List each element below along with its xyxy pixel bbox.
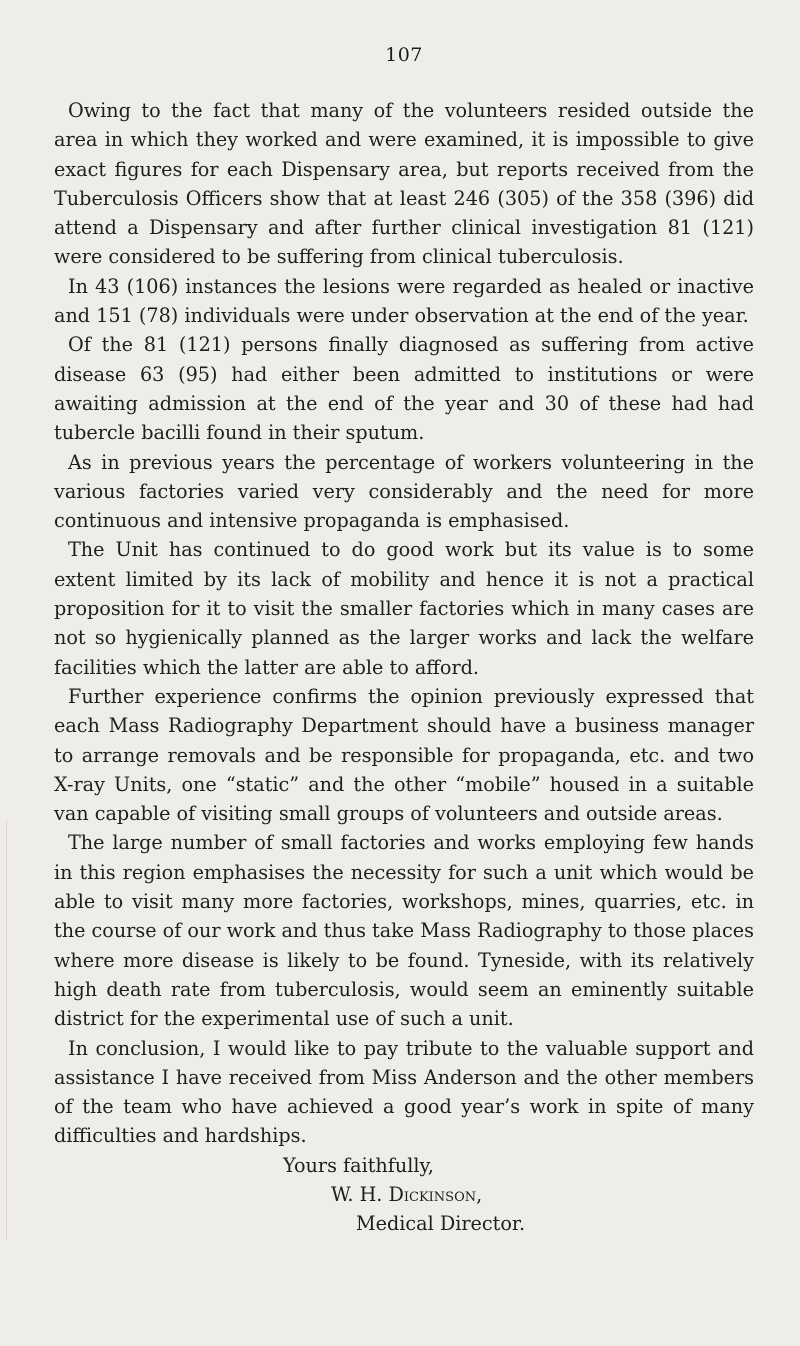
- signature-block: [54, 1151, 754, 1239]
- paragraph-volunteering-percentage: As in previous years the percentage of workers volunteering in the various factories varied very considerably and the need for more continuous and intensive propaganda is emphasised.: [54, 450, 754, 533]
- paragraph-conclusion: In conclusion, I would like to pay tribute to the valuable support and assistance I have received from Miss Anderson and the other members of the team who have achieved a good year’s work in spite of many difficulties and hardships.: [54, 1036, 754, 1148]
- signatory-title: Medical Director.: [356, 1212, 526, 1236]
- paragraph-healed-lesions: In 43 (106) instances the lesions were regarded as healed or inactive and 151 (78) individuals were under observation at the end of the year.: [54, 274, 754, 328]
- paragraph-small-factories: The large number of small factories and works employing few hands in this region emphasises the necessity for such a unit which would be able to visit many more factories, workshops, mines, quarries, etc. in the course of our work and thus take Mass Radiography to those places where more disease is likely to be found. Tyneside, with its relatively high death rate from tuberculosis, would seem an eminently suitable district for the experimental use of such a unit.: [54, 831, 754, 1031]
- scan-edge-line: [6, 820, 7, 1240]
- paragraph-unit-mobility: The Unit has continued to do good work but its value is to some extent limited by its lack of mobility and hence it is not a practical proposition for it to visit the smaller factories which in many cases are not so hygienically planned as the larger works and lack the welfare facilities which the latter are able to afford.: [54, 538, 754, 679]
- paragraph-dispensary-attendance: Owing to the fact that many of the volunteers resided outside the area in which they worked and were examined, it is impossible to give exact figures for each Dispensary area, but reports received from the Tuberculosis Officers show that at least 246 (305) of the 358 (396) did attend a Dispensary and after further clinical investigation 81 (121) were considered to be suffering from clinical tuberculosis.: [54, 99, 754, 269]
- paragraph-further-experience: Further experience confirms the opinion previously expressed that each Mass Radiography Department should have a business manager to arrange removals and be responsible for propaganda, etc. and two X-ray Units, one “static” and the other “mobile” housed in a suitable van capable of visiting small groups of volunteers and outside areas.: [54, 684, 754, 826]
- signatory-name: W. H. Dickinson,: [331, 1182, 483, 1206]
- valediction: Yours faithfully,: [283, 1153, 434, 1177]
- page-number: 107: [385, 44, 423, 66]
- report-body: [54, 96, 754, 1151]
- paragraph-active-disease: Of the 81 (121) persons finally diagnosed as suffering from active disease 63 (95) had either been admitted to institutions or were awaiting admission at the end of the year and 30 of these had had tubercle bacilli found in their sputum.: [54, 333, 754, 445]
